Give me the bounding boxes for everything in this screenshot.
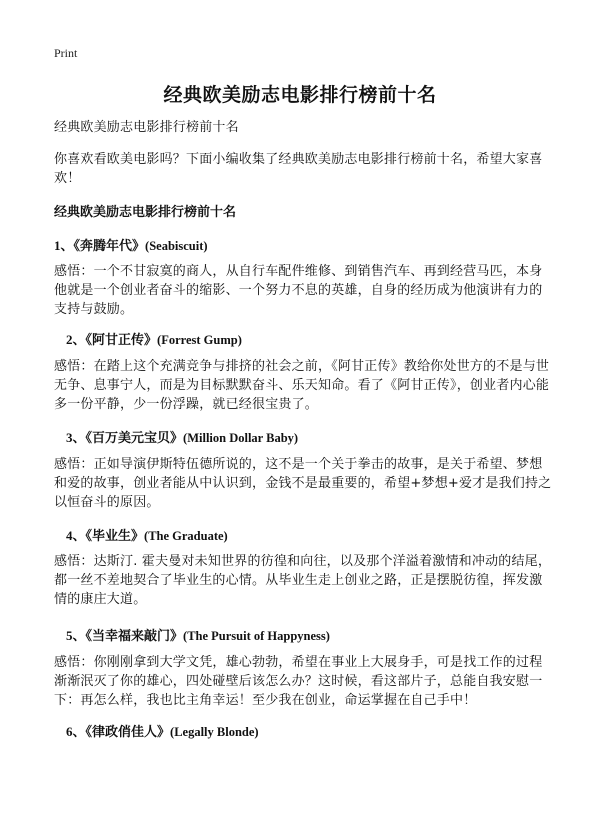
movie-separator: 、 xyxy=(72,529,86,544)
movie-review-2: 感悟：在踏上这个充满竞争与排挤的社会之前，《阿甘正传》教给你处世方的不是与世无争、息事宁人，而是为目标默默奋斗、乐天知命。看了《阿甘正传》，创业者内心能多一份平静，少一份浮躁，就已经很宝贵了。 xyxy=(54,359,550,412)
movie-review-3: 感悟：正如导演伊斯特伍德所说的，这不是一个关于拳击的故事，是关于希望、梦想和爱的故事，创业者能从中认识到，金钱不是最重要的，希望+梦想+爱才是我们持之以恒奋斗的原因。 xyxy=(54,457,552,510)
movie-heading-4 xyxy=(66,525,228,544)
movie-review-1: 感悟：一个不甘寂寞的商人，从自行车配件维修、到销售汽车、再到经营马匹，本身他就是一个创业者奋斗的缩影、一个努力不息的英雄，自身的经历成为他演讲有力的支持与鼓励。 xyxy=(54,264,543,317)
movie-title-en: (Legally Blonde) xyxy=(170,725,259,739)
movie-title-cn: 《奔腾年代》 xyxy=(73,239,146,254)
movie-title-cn: 《毕业生》 xyxy=(85,529,145,544)
movie-title-cn: 《当幸福来敲门》 xyxy=(85,629,184,644)
movie-separator: 、 xyxy=(72,629,86,644)
movie-separator: 、 xyxy=(72,333,86,348)
movie-title-cn: 《百万美元宝贝》 xyxy=(85,431,184,446)
intro-paragraph: 你喜欢看欧美电影吗？下面小编收集了经典欧美励志电影排行榜前十名，希望大家喜欢！ xyxy=(54,152,543,186)
movie-title-cn: 《律政俏佳人》 xyxy=(85,725,171,740)
section-heading: 经典欧美励志电影排行榜前十名 xyxy=(54,205,237,220)
movie-separator: 、 xyxy=(72,725,86,740)
movie-title-en: (The Graduate) xyxy=(144,529,228,543)
movie-title-cn: 《阿甘正传》 xyxy=(85,333,158,348)
movie-title-en: (The Pursuit of Happyness) xyxy=(183,629,330,643)
movie-heading-3 xyxy=(66,427,298,446)
subtitle: 经典欧美励志电影排行榜前十名 xyxy=(54,120,239,135)
movie-number: 5 xyxy=(66,628,73,643)
movie-heading-1 xyxy=(54,235,208,254)
movie-title-en: (Million Dollar Baby) xyxy=(183,431,299,445)
print-link[interactable]: Print xyxy=(54,46,78,60)
movie-heading-2 xyxy=(66,329,242,348)
movie-separator: 、 xyxy=(72,431,86,446)
movie-heading-6 xyxy=(66,721,259,740)
movie-number: 4 xyxy=(66,528,73,543)
movie-review-4: 感悟：达斯汀. 霍夫曼对未知世界的彷徨和向往，以及那个洋溢着激情和冲动的结尾，都一丝不差地契合了毕业生的心情。从毕业生走上创业之路，正是摆脱彷徨，挥发激情的康庄大道。 xyxy=(54,554,552,607)
movie-number: 1 xyxy=(54,238,61,253)
movie-title-en: (Forrest Gump) xyxy=(157,333,242,347)
movie-heading-5 xyxy=(66,625,330,644)
movie-number: 2 xyxy=(66,332,73,347)
movie-title-en: (Seabiscuit) xyxy=(145,239,208,253)
page-title: 经典欧美励志电影排行榜前十名 xyxy=(163,84,437,106)
movie-separator: 、 xyxy=(60,239,74,254)
movie-number: 3 xyxy=(66,430,73,445)
movie-review-5: 感悟：你刚刚拿到大学文凭，雄心勃勃，希望在事业上大展身手，可是找工作的过程渐渐泯灭了你的雄心，四处碰壁后该怎么办？这时候，看这部片子，总能自我安慰一下：再怎么样，我也比主角幸运！至少我在创业，命运掌握在自己手中！ xyxy=(54,655,543,708)
movie-number: 6 xyxy=(66,724,73,739)
